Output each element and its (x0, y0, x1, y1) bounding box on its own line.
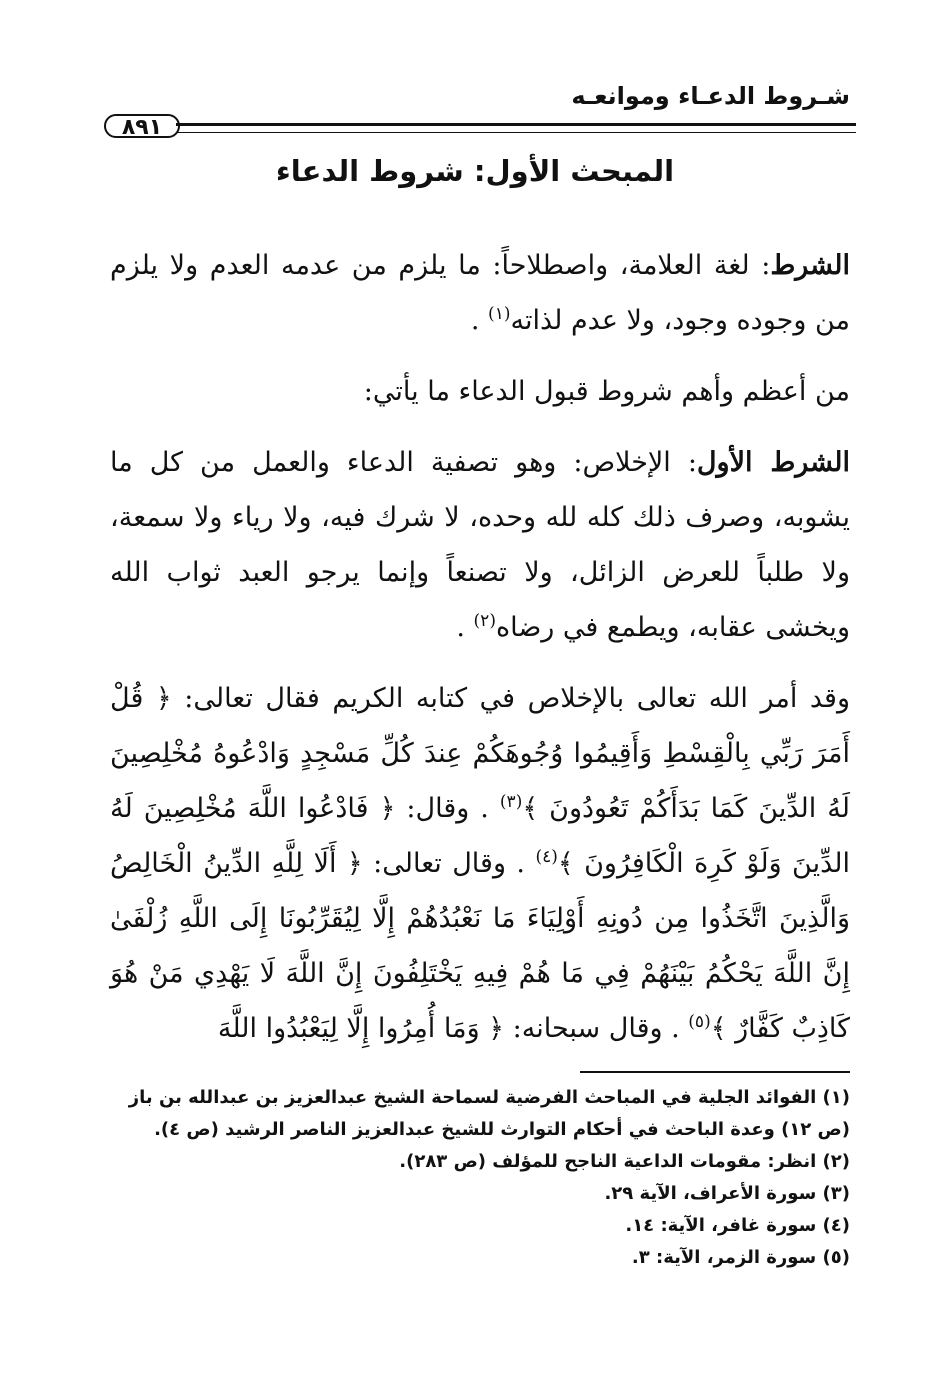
quran-verse-2: ﴿ فَادْعُوا اللَّهَ مُخْلِصِينَ لَهُ الدِّينَ وَلَوْ كَرِهَ الْكَافِرُونَ ﴾ (110, 793, 850, 879)
footnote-ref: (٥) (688, 1012, 711, 1032)
footnote-ref: (٣) (499, 792, 523, 812)
footnote-2: (٢) انظر: مقومات الداعية الناجح للمؤلف (ص ٢٨٣). (399, 1151, 850, 1172)
running-title: شـروط الدعـاء وموانعـه (571, 82, 850, 110)
footnote-3: (٣) سورة الأعراف، الآية ٢٩. (604, 1183, 850, 1204)
footnote-ref: (١) (488, 304, 511, 324)
paragraph-definition (110, 238, 850, 348)
period: . (456, 612, 465, 643)
section-title: المبحث الأول: شروط الدعاء (275, 154, 675, 188)
quran-verse-3: ﴿ أَلَا لِلَّهِ الدِّينُ الْخَالِصُ وَالَّذِينَ اتَّخَذُوا مِن دُونِهِ أَوْلِيَاءَ مَا نَعْبُدُهُمْ إِلَّا لِيُقَرِّبُونَا إِلَى اللَّهِ زُلْفَىٰ إِنَّ اللَّهَ يَحْكُمُ بَيْنَهُمْ فِي مَا هُمْ فِيهِ يَخْتَلِفُونَ إِنَّ اللَّهَ لَا يَهْدِي مَنْ هُوَ كَاذِبٌ كَفَّارٌ ﴾ (110, 848, 850, 1044)
period: . (470, 305, 480, 336)
footnote-1: (١) الفوائد الجلية في المباحث الفرضية لسماحة الشيخ عبدالعزيز بن عبدالله بن باز (ص ١٢) وعدة الباحث في أحكام التوارث للشيخ عبدالعزيز الناصر الرشيد (ص ٤). (128, 1087, 850, 1140)
footnote-ref: (٢) (473, 611, 496, 631)
footnote-ref: (٤) (535, 847, 558, 867)
footnotes (100, 1082, 850, 1274)
definition-text: : لغة العلامة، واصطلاحاً: ما يلزم من عدمه العدم ولا يلزم من وجوده وجود، ولا عدم لذاته (110, 250, 850, 336)
said-3: . وقال سبحانه: (512, 1013, 680, 1044)
quran-verse-1: ﴿ قُلْ أَمَرَ رَبِّي بِالْقِسْطِ وَأَقِيمُوا وُجُوهَكُمْ عِندَ كُلِّ مَسْجِدٍ وَادْعُوهُ مُخْلِصِينَ لَهُ الدِّينَ كَمَا بَدَأَكُمْ تَعُودُونَ ﴾ (110, 683, 850, 824)
term-first-condition: الشرط الأول (696, 447, 850, 478)
paragraph-first-condition (110, 435, 850, 655)
footnote-5: (٥) سورة الزمر، الآية: ٣. (631, 1247, 850, 1268)
footnote-rule (580, 1071, 850, 1073)
paragraph-intro (110, 364, 850, 419)
said-1: . وقال: (406, 793, 489, 824)
body-text (110, 238, 850, 1072)
verses-intro: وقد أمر الله تعالى بالإخلاص في كتابه الكريم فقال تعالى: (184, 683, 850, 714)
page-number: ٨٩١ (104, 114, 180, 138)
term-shart: الشرط (770, 250, 850, 281)
first-condition-text: : الإخلاص: وهو تصفية الدعاء والعمل من كل ما يشوبه، وصرف ذلك كله لله وحده، لا شرك فيه، ولا رياء ولا سمعة، ولا طلباً للعرض الزائل، ولا تصنعاً وإنما يرجو العبد ثواب الله ويخشى عقابه، ويطمع في رضاه (110, 447, 850, 643)
header-rule (176, 123, 856, 133)
footnote-4: (٤) سورة غافر، الآية: ١٤. (625, 1215, 850, 1236)
quran-verse-4: ﴿ وَمَا أُمِرُوا إِلَّا لِيَعْبُدُوا اللَّهَ (217, 1013, 505, 1044)
paragraph-verses (110, 671, 850, 1056)
intro-text: من أعظم وأهم شروط قبول الدعاء ما يأتي: (363, 376, 850, 407)
said-2: . وقال تعالى: (373, 848, 525, 879)
